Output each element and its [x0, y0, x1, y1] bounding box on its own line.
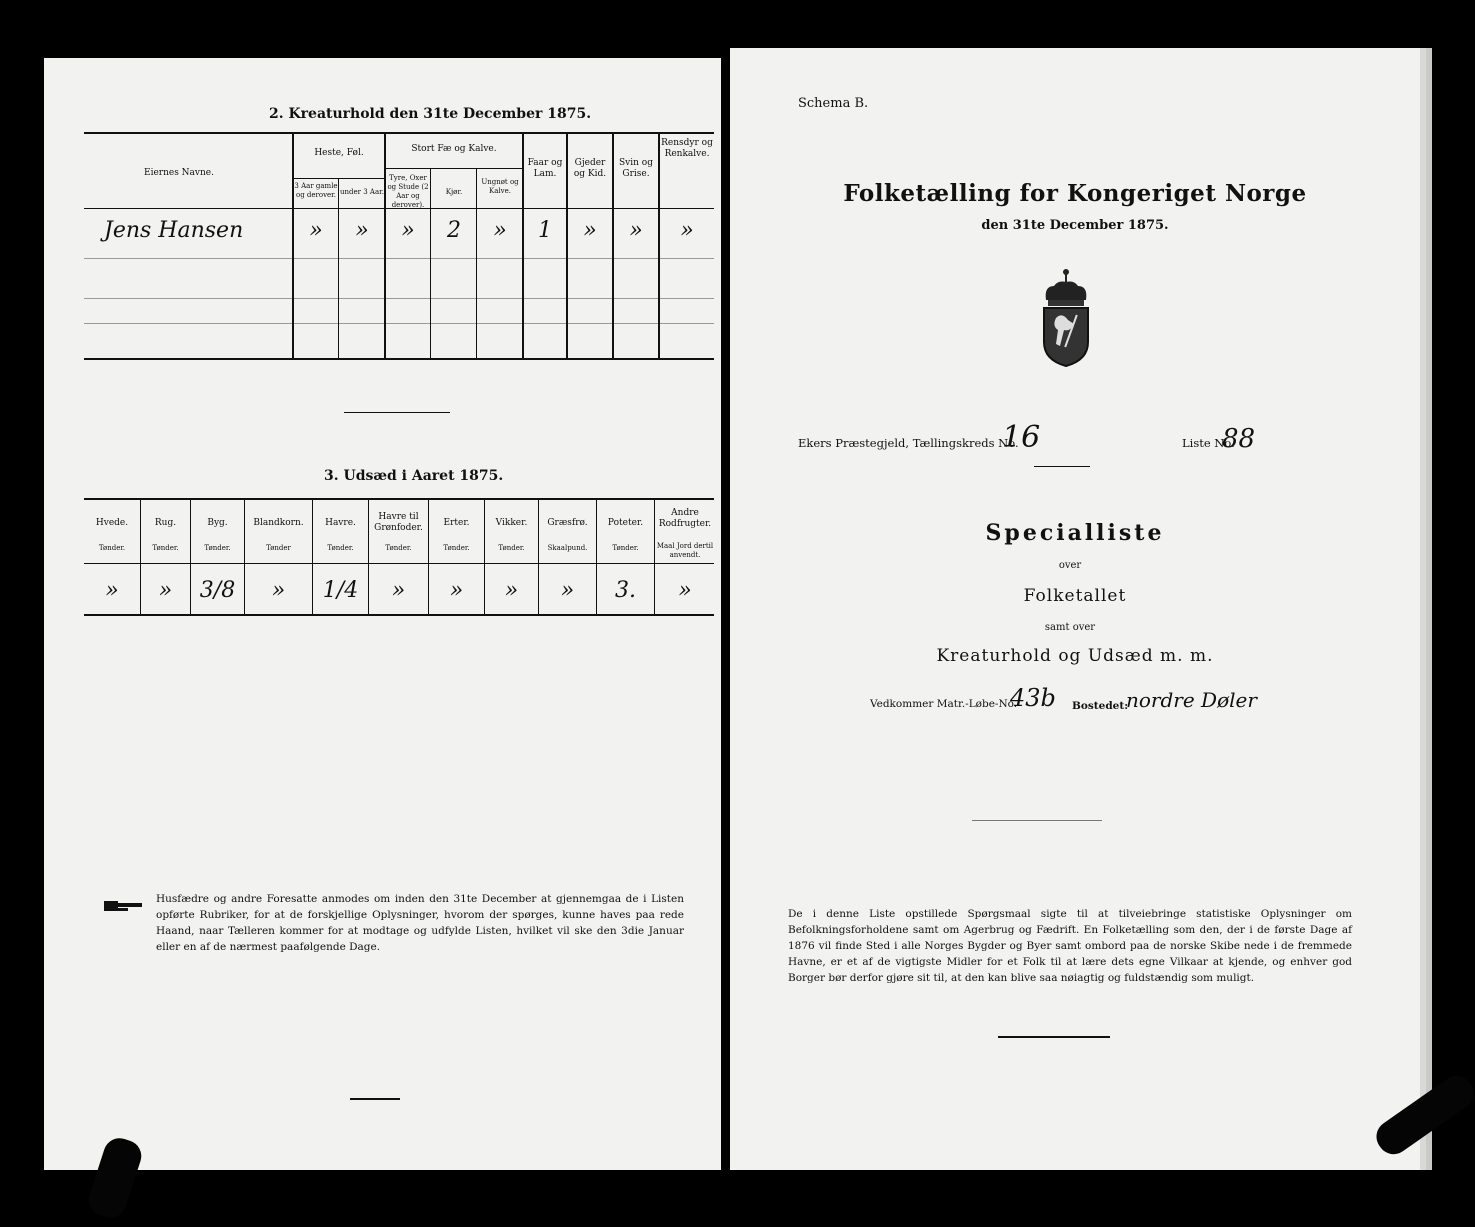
- divider: [350, 1098, 400, 1100]
- samt-over-label: samt over: [1044, 622, 1096, 633]
- cell: »: [680, 218, 694, 243]
- rule: [338, 178, 339, 358]
- svin-header: Svin og Grise.: [619, 158, 653, 179]
- storfe-sub2-header: Kjør.: [445, 188, 463, 196]
- gjeder-header: Gjeder og Kid.: [573, 158, 607, 179]
- coat-of-arms-icon: [1036, 266, 1096, 368]
- rule: [84, 258, 714, 259]
- list-number: 88: [1222, 424, 1256, 454]
- storfe-sub3-header: Ungnøt og Kalve.: [481, 178, 519, 195]
- bosted-label: Bostedet:: [1072, 700, 1129, 712]
- rule: [84, 614, 714, 616]
- t3-header: Byg.: [207, 518, 228, 528]
- owner-header: Eiernes Navne.: [144, 168, 214, 178]
- rule: [292, 178, 384, 179]
- t3-cell: 3.: [615, 578, 636, 603]
- cell: 1: [538, 218, 552, 243]
- rule: [476, 168, 477, 358]
- t3-unit: Tønder: [266, 544, 291, 552]
- cell: »: [309, 218, 323, 243]
- t3-unit: Tønder.: [98, 544, 126, 552]
- t3-unit: Tønder.: [443, 544, 470, 552]
- left-page: [44, 58, 721, 1170]
- folketallet-heading: Folketallet: [1023, 586, 1127, 606]
- cell: »: [629, 218, 643, 243]
- list-label: Liste No.: [1182, 436, 1235, 450]
- storfe-header: Stort Fæ og Kalve.: [411, 144, 497, 154]
- schema-label: Schema B.: [798, 96, 869, 111]
- heste-sub1-header: 3 Aar gamle og derover.: [294, 182, 338, 199]
- divider: [1034, 466, 1090, 467]
- rule: [430, 168, 431, 358]
- t3-header: Vikker.: [495, 518, 528, 528]
- t3-cell: »: [105, 578, 119, 603]
- cell: »: [401, 218, 415, 243]
- bosted-value: nordre Døler: [1126, 688, 1257, 712]
- rule: [84, 132, 714, 134]
- storfe-sub1-header: Tyre, Oxer og Stude (2 Aar og derover).: [387, 174, 429, 209]
- t3-cell: »: [449, 578, 464, 603]
- t3-cell: »: [678, 578, 692, 603]
- intro-paragraph: De i denne Liste opstillede Spørgsmaal sigte til at tilveiebringe statistiske Oplysninger om Befolkningsforholdene samt om Agerbrug og Fædrift. En Folketælling som den, der i de første Dage af 1876 vil finde Sted i alle Norges Bygder og Byer samt ombord paa de norske Skibe nede i de fremmede Havne, er et af de vigtigste Midler for et Folk til at lære dets egne Vilkaar at kjende, og enhver god Borger bør derfor gjøre sit til, at den kan blive saa nøiagtig og fuldstændig som muligt.: [788, 908, 1352, 984]
- notice-text: Husfædre og andre Foresatte anmodes om inden den 31te December at gjennemgaa de i Listen opførte Rubriker, for at de forskjellige Oplysninger, hvorom der spørges, kunne haves paa rede Haand, naar Tælleren kommer for at modtage og udfylde Listen, hvilket vil ske den 3die Januar eller en af de nærmest paafølgende Dage.: [156, 893, 684, 953]
- t3-cell: 1/4: [322, 578, 359, 603]
- divider: [344, 412, 450, 413]
- heste-header: Heste, Føl.: [314, 148, 364, 158]
- rule: [658, 132, 660, 360]
- rensdyr-header: Rensdyr og Renkalve.: [661, 138, 713, 159]
- rule: [84, 358, 714, 360]
- t3-unit: Tønder.: [204, 544, 231, 552]
- cell: »: [493, 218, 507, 243]
- t3-unit: Tønder.: [385, 544, 412, 552]
- parish-label: Ekers Præstegjeld,: [798, 436, 910, 450]
- t3-cell: »: [271, 578, 286, 603]
- rule: [384, 168, 522, 169]
- faar-header: Faar og Lam.: [527, 158, 563, 179]
- t3-cell: »: [391, 578, 406, 603]
- kreatur-heading: Kreaturhold og Udsæd m. m.: [936, 646, 1214, 666]
- rule: [84, 563, 714, 564]
- t3-header: Erter.: [443, 518, 470, 528]
- district-number: 16: [1002, 420, 1041, 455]
- right-page: [730, 48, 1420, 1170]
- section-2-heading: 2. Kreaturhold den 31te December 1875.: [269, 106, 592, 122]
- divider: [998, 1036, 1110, 1038]
- t3-unit: Skaalpund.: [547, 544, 588, 552]
- t3-cell: »: [560, 578, 575, 603]
- matr-number: 43b: [1010, 684, 1056, 712]
- cell: 2: [447, 218, 461, 243]
- t3-unit: Tønder.: [152, 544, 179, 552]
- t3-header: Rug.: [154, 518, 177, 528]
- t3-header: Hvede.: [95, 518, 129, 528]
- t3-header: Blandkorn.: [253, 518, 304, 528]
- t3-cell: 3/8: [199, 578, 236, 603]
- rule: [84, 498, 714, 500]
- t3-header: Græsfrø.: [547, 518, 588, 528]
- section-3-heading: 3. Udsæd i Aaret 1875.: [324, 468, 504, 484]
- rule: [84, 298, 714, 299]
- matr-label: Vedkommer Matr.-Løbe-No.: [870, 698, 1018, 710]
- form-date: den 31te December 1875.: [981, 218, 1169, 233]
- form-title: Folketælling for Kongeriget Norge: [843, 180, 1307, 207]
- t3-unit: Tønder.: [498, 544, 525, 552]
- district-label: Tællingskreds No.: [912, 436, 1019, 450]
- heste-sub2-header: under 3 Aar.: [340, 188, 384, 196]
- t3-header: Poteter.: [607, 518, 644, 528]
- t3-unit: Tønder.: [612, 544, 639, 552]
- t3-cell: »: [158, 578, 173, 603]
- owner-name: Jens Hansen: [104, 218, 244, 243]
- cell: »: [355, 218, 369, 243]
- rule: [84, 323, 714, 324]
- pointing-hand-icon: [104, 898, 144, 914]
- t3-header: Havre.: [325, 518, 356, 528]
- divider: [972, 820, 1102, 821]
- over-label: over: [1058, 560, 1082, 571]
- rule: [384, 132, 386, 360]
- t3-header: Andre Rodfrugter.: [658, 508, 712, 529]
- cell: »: [583, 218, 597, 243]
- t3-unit: Tønder.: [327, 544, 354, 552]
- specialliste-heading: Specialliste: [985, 520, 1165, 546]
- rule: [292, 132, 294, 360]
- t3-cell: »: [504, 578, 519, 603]
- t3-unit: Maal Jord dertil anvendt.: [656, 542, 714, 559]
- t3-header: Havre til Grønfoder.: [374, 512, 423, 533]
